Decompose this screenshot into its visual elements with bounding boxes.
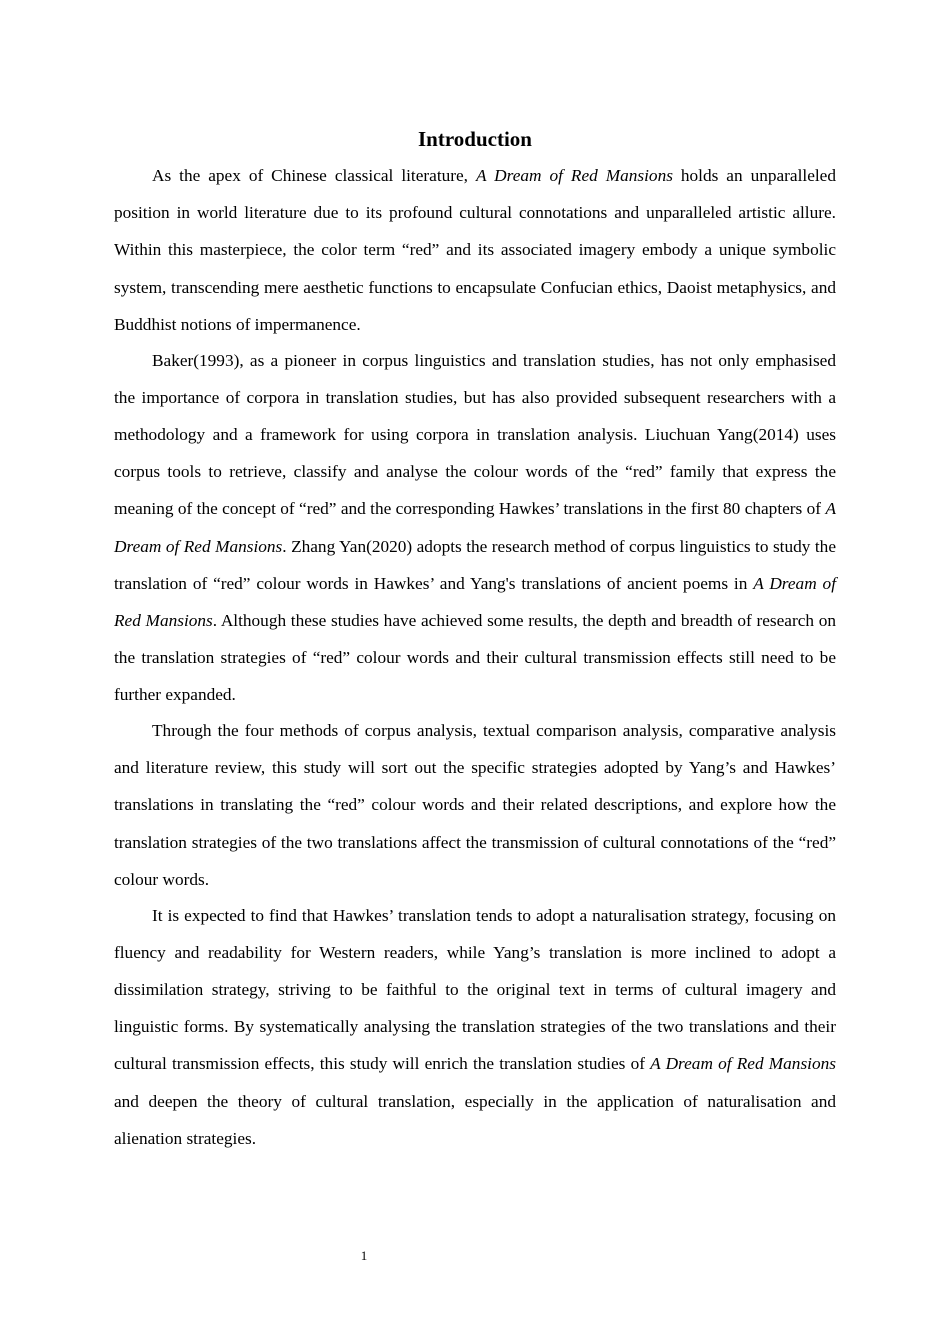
book-title: A Dream of Red Mansions (114, 499, 836, 556)
text-run: . Zhang Yan(2020) adopts the research method of corpus linguistics to study the translation of “red” colour words in Hawkes’ and Yang's translations of ancient poems in (114, 536, 836, 593)
text-run: Baker(1993), as a pioneer in corpus linguistics and translation studies, has not only emphasised the importance of corpora in translation studies, but has also provided subsequent researchers with a methodology and a framework for using corpora in translation analysis. Liuchuan Yang(2014) uses corpus tools to retrieve, classify and analyse the colour words of the “red” family that express the meaning of the concept of “red” and the corresponding Hawkes’ translations in the first 80 chapters of (114, 350, 836, 519)
paragraph-2 (114, 342, 836, 714)
text-run: and deepen the theory of cultural translation, especially in the application of naturalisation and alienation strategies. (114, 1091, 836, 1148)
book-title: A Dream of Red Mansions (475, 166, 673, 185)
text-run: . Although these studies have achieved some results, the depth and breadth of research on the translation strategies of “red” colour words and their cultural transmission effects still need to be further expanded. (114, 610, 836, 705)
page-number: 1 (360, 1248, 368, 1263)
text-run: As the apex of Chinese classical literature, (152, 166, 476, 185)
paragraph-4 (114, 897, 836, 1157)
text-run: Through the four methods of corpus analysis, textual comparison analysis, comparative analysis and literature review, this study will sort out the specific strategies adopted by Yang’s and Hawkes’ translations in translating the “red” colour words and their related descriptions, and explore how the translation strategies of the two translations affect the transmission of cultural connotations of the “red” colour words. (114, 721, 836, 889)
text-run: It is expected to find that Hawkes’ translation tends to adopt a naturalisation strategy, focusing on fluency and readability for Western readers, while Yang’s translation is more inclined to adopt a dissimilation strategy, striving to be faithful to the original text in terms of cultural imagery and linguistic forms. By systematically analysing the translation strategies of the two translations and their cultural transmission effects, this study will enrich the translation studies of (114, 905, 836, 1074)
book-title: A Dream of Red Mansions (650, 1054, 836, 1074)
document-body (114, 157, 836, 1157)
paragraph-1 (114, 157, 836, 343)
book-title: A Dream of Red Mansions (114, 573, 836, 630)
page-title: Introduction (418, 127, 532, 151)
paragraph-3 (114, 712, 836, 898)
text-run: holds an unparalleled position in world literature due to its profound cultural connotations and unparalleled artistic allure. Within this masterpiece, the color term “red” and its associated imagery embody a unique symbolic system, transcending mere aesthetic functions to encapsulate Confucian ethics, Daoist metaphysics, and Buddhist notions of impermanence. (114, 166, 836, 334)
